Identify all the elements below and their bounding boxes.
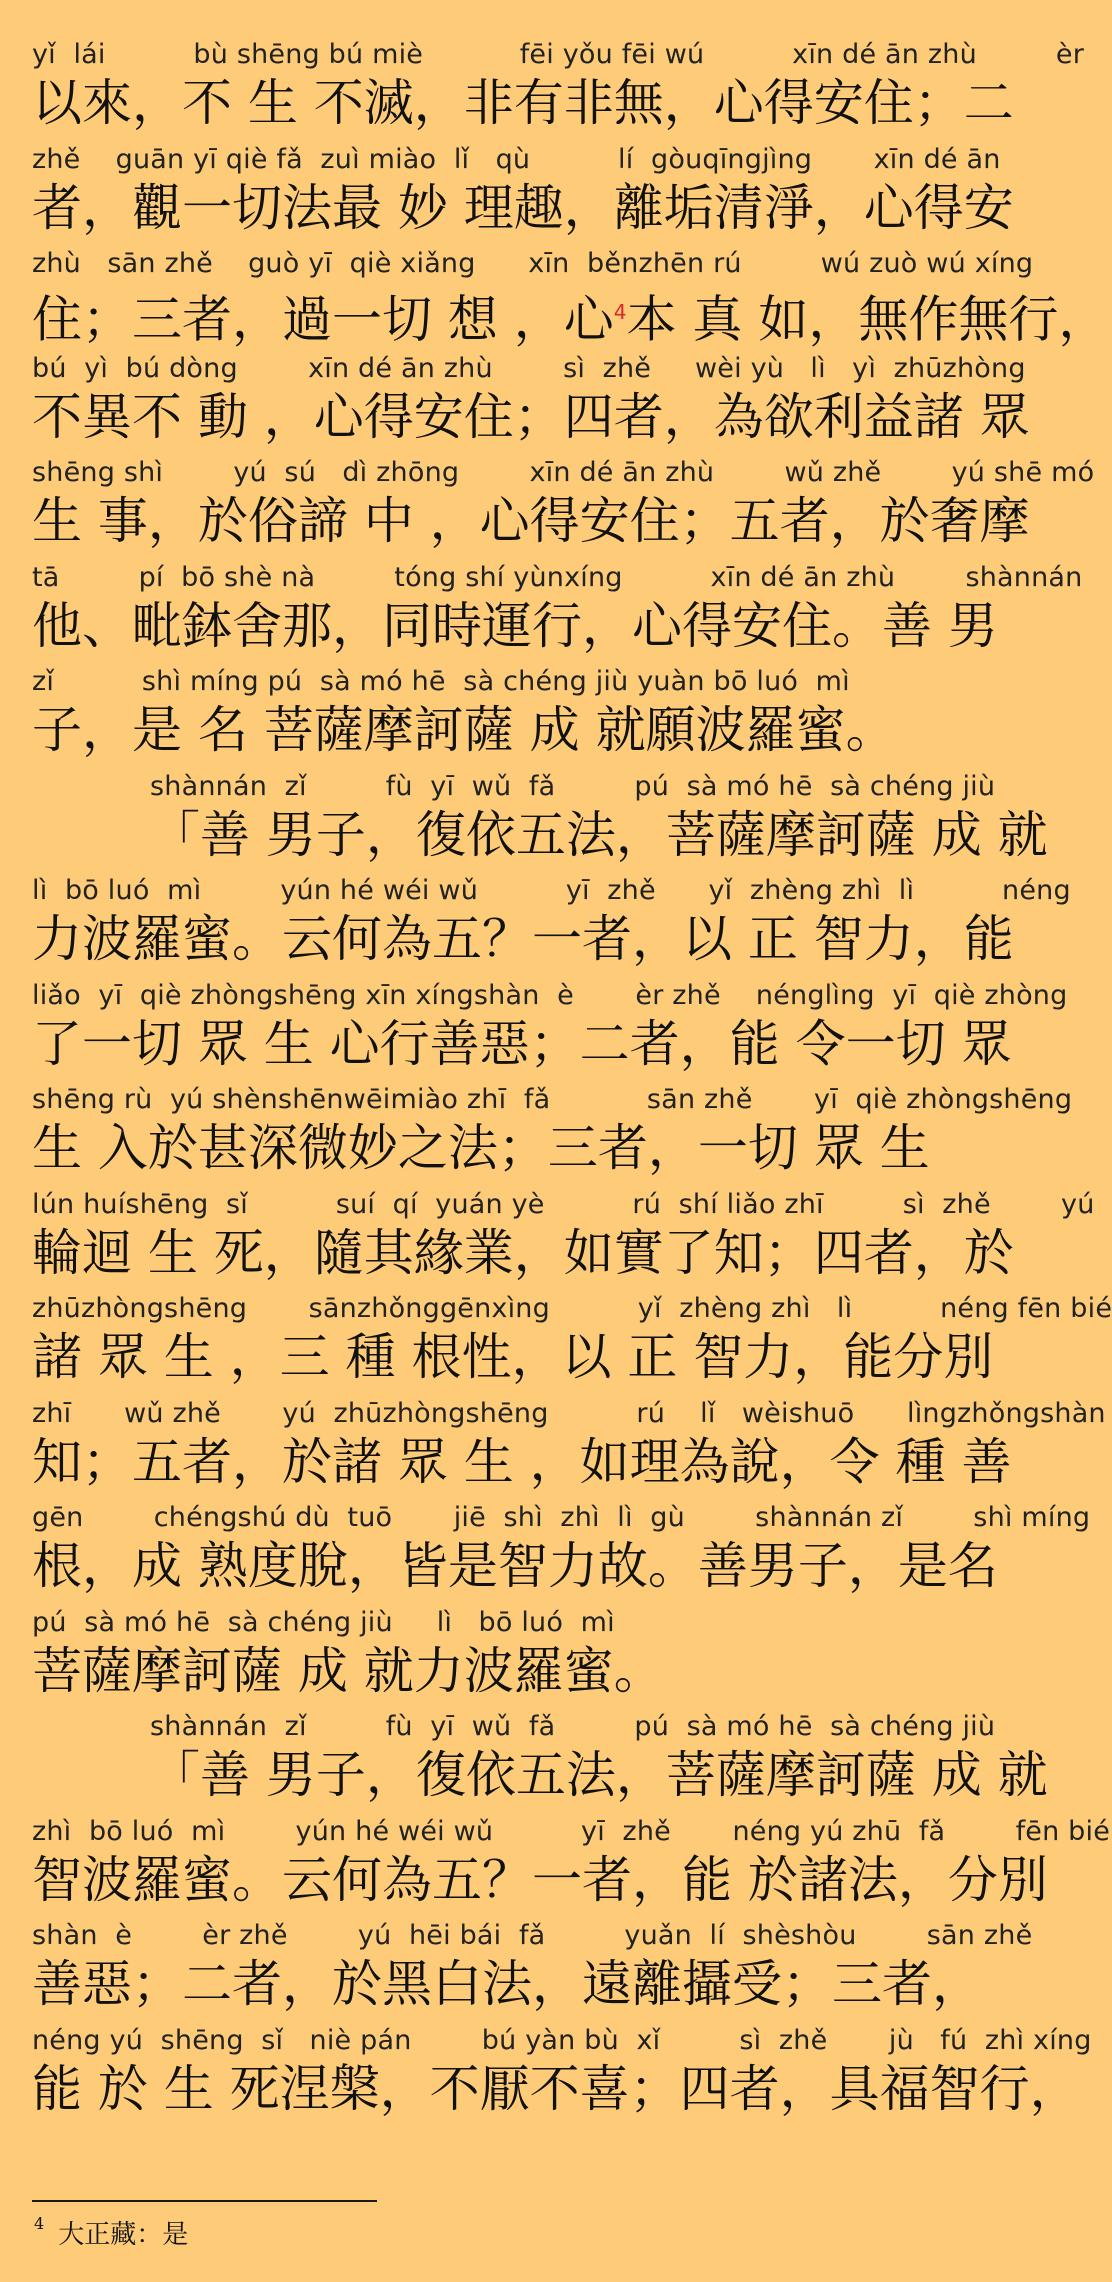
hanzi-row: 者，觀一切法最 妙 理趣，離垢清淨，心得安 — [32, 178, 1014, 237]
pinyin-row: tā pí bō shè nà tóng shí yùnxíng xīn dé ān zhù shànnán — [32, 561, 1083, 593]
pinyin-row: zǐ shì míng pú sà mó hē sà chéng jiù yuàn bō luó mì — [32, 666, 850, 697]
hanzi-row: 「善 男子，復依五法，菩薩摩訶薩 成 就 — [150, 805, 1048, 864]
hanzi-row: 根，成 熟度脫，皆是智力故。善男子，是名 — [32, 1537, 998, 1595]
hanzi-row: 能 於 生 死涅槃，不厭不喜；四者，具福智行， — [32, 2059, 1080, 2118]
text-line — [32, 1188, 1095, 1293]
hanzi-row: 以來，不 生 不滅，非有非無，心得安住；二 — [32, 74, 1014, 132]
footnote-marker[interactable]: 4 — [613, 300, 627, 324]
hanzi-row: 生 入於甚深微妙之法；三者，一切 眾 生 — [32, 1119, 930, 1177]
text-line — [32, 1501, 1091, 1606]
pinyin-row: lún huíshēng sǐ suí qí yuán yè rú shí liǎo zhī sì zhě yú — [32, 1188, 1095, 1220]
pinyin-row: shàn è èr zhě yú hēi bái fǎ yuǎn lí shèshòu sān zhě — [32, 1920, 1033, 1951]
text-line — [32, 1815, 1111, 1920]
pinyin-row: zhě guān yī qiè fǎ zuì miào lǐ qù lí gòuqīngjìng xīn dé ān — [32, 143, 1001, 175]
text-line — [32, 979, 1068, 1084]
text-line — [32, 38, 1085, 143]
hanzi-row: 力波羅蜜。云何為五？一者，以 正 智力，能 — [32, 910, 1014, 968]
hanzi-row: 菩薩摩訶薩 成 就力波羅蜜。 — [32, 1641, 664, 1700]
hanzi-row: 「善 男子，復依五法，菩薩摩訶薩 成 就 — [150, 1746, 1048, 1804]
pinyin-row: shànnán zǐ fù yī wǔ fǎ pú sà mó hē sà chéng jiù — [150, 770, 996, 802]
text-body — [32, 38, 1112, 2128]
text-line — [32, 1919, 1048, 2024]
hanzi-row: 了一切 眾 生 心行善惡；二者，能 令一切 眾 — [32, 1014, 1012, 1073]
pinyin-row: shēng rù yú shènshēnwēimiào zhī fǎ sān zhě yī qiè zhòngshēng — [32, 1084, 1073, 1115]
text-line — [32, 1083, 1073, 1188]
hanzi-row: 不異不 動 ，心得安住；四者，為欲利益諸 眾 — [32, 387, 1030, 446]
pinyin-row: pú sà mó hē sà chéng jiù lì bō luó mì — [32, 1606, 615, 1638]
text-line — [32, 1606, 1048, 1711]
footnote — [34, 2214, 188, 2251]
pinyin-row: zhì bō luó mì yún hé wéi wǔ yī zhě néng yú zhū fǎ fēn bié — [32, 1815, 1111, 1847]
pinyin-row: néng yú shēng sǐ niè pán bú yàn bù xǐ sì zhě jù fú zhì xíng — [32, 2024, 1092, 2056]
hanzi-row: 知；五者，於諸 眾 生 ，如理為說，令 種 善 — [32, 1432, 1012, 1491]
hanzi-row: 生 事，於俗諦 中 ，心得安住；五者，於奢摩 — [32, 492, 1030, 550]
hanzi-row: 善惡；二者，於黑白法，遠離攝受；三者， — [32, 1955, 982, 2013]
hanzi-segment: 本 真 如，無作無行， — [626, 290, 1109, 349]
text-line-indented — [32, 770, 1048, 875]
text-line — [32, 352, 1048, 457]
text-line — [32, 874, 1071, 979]
pinyin-row: zhī wǔ zhě yú zhūzhòngshēng rú lǐ wèishuō lìngzhǒngshàn — [32, 1397, 1106, 1429]
pinyin-row: shànnán zǐ fù yī wǔ fǎ pú sà mó hē sà chéng jiù — [150, 1711, 996, 1742]
hanzi-row: 他、毗鉢舍那，同時運行，心得安住。善 男 — [32, 596, 998, 655]
pinyin-row: zhù sān zhě guò yī qiè xiǎng xīn běnzhēn rú wú zuò wú xíng — [32, 248, 1034, 279]
hanzi-row: 輪迴 生 死，隨其緣業，如實了知；四者，於 — [32, 1223, 1014, 1282]
text-line-indented — [32, 1710, 1048, 1815]
text-line — [32, 143, 1048, 248]
hanzi-row: 諸 眾 生 ，三 種 根性，以 正 智力，能分別 — [32, 1328, 994, 1386]
pinyin-row: yǐ lái bù shēng bú miè fēi yǒu fēi wú xīn dé ān zhù èr — [32, 39, 1085, 70]
pinyin-row: zhūzhòngshēng sānzhǒnggēnxìng yǐ zhèng zhì lì néng fēn bié — [32, 1293, 1112, 1324]
text-line — [32, 1397, 1106, 1502]
text-line — [32, 456, 1095, 561]
pinyin-row: shēng shì yú sú dì zhōng xīn dé ān zhù wǔ zhě yú shē mó — [32, 457, 1095, 488]
hanzi-row: 子，是 名 菩薩摩訶薩 成 就願波羅蜜。 — [32, 701, 896, 759]
hanzi-row: 智波羅蜜。云何為五？一者，能 於諸法，分別 — [32, 1850, 1048, 1909]
text-line — [32, 1292, 1112, 1397]
footnote-divider — [32, 2200, 377, 2202]
text-line — [32, 247, 1109, 352]
pinyin-row: gēn chéngshú dù tuō jiē shì zhì lì gù shànnán zǐ shì míng — [32, 1502, 1091, 1533]
pinyin-row: bú yì bú dòng xīn dé ān zhù sì zhě wèi yù lì yì zhūzhòng — [32, 352, 1026, 384]
pinyin-row: lì bō luó mì yún hé wéi wǔ yī zhě yǐ zhèng zhì lì néng — [32, 875, 1071, 906]
text-line — [32, 665, 1048, 770]
footnote-number: 4 — [34, 2214, 45, 2233]
hanzi-row — [32, 281, 1109, 349]
pinyin-row: liǎo yī qiè zhòngshēng xīn xíngshàn è èr zhě nénglìng yī qiè zhòng — [32, 979, 1068, 1011]
text-line — [32, 561, 1083, 666]
text-line — [32, 2024, 1092, 2129]
footnote-text: 大正藏：是 — [58, 2220, 189, 2250]
hanzi-segment: 住；三者，過一切 想 ，心 — [32, 290, 614, 349]
